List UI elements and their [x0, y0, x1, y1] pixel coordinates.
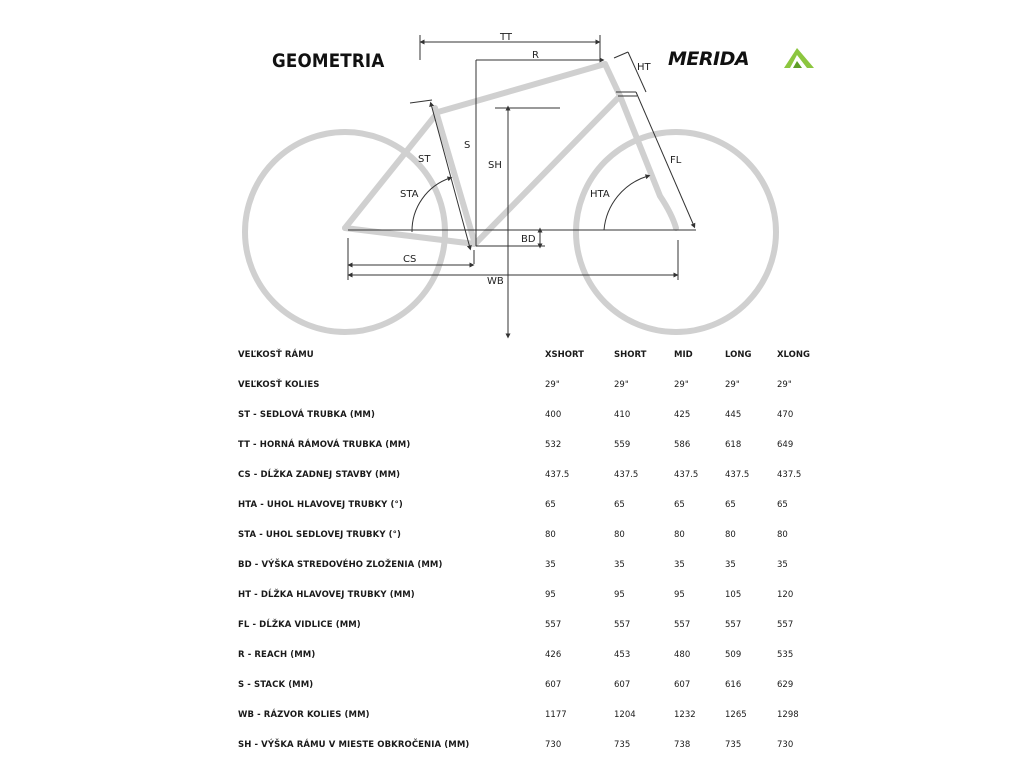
row-label: S - STACK (MM) [238, 680, 314, 690]
header-label: VEĽKOSŤ RÁMU [238, 350, 314, 360]
table-cell: 80 [777, 530, 788, 540]
row-label: FL - DĹŽKA VIDLICE (MM) [238, 620, 361, 630]
table-cell: 425 [674, 410, 691, 420]
header-size: XLONG [777, 350, 810, 360]
table-cell: 480 [674, 650, 691, 660]
table-cell: 437.5 [545, 470, 570, 480]
table-cell: 559 [614, 440, 631, 450]
header-size: LONG [725, 350, 752, 360]
table-cell: 95 [614, 590, 625, 600]
table-cell: 1265 [725, 710, 747, 720]
table-cell: 445 [725, 410, 742, 420]
table-cell: 437.5 [777, 470, 802, 480]
table-cell: 618 [725, 440, 742, 450]
table-cell: 80 [545, 530, 556, 540]
geometry-table [238, 341, 828, 761]
table-cell: 95 [545, 590, 556, 600]
label-fl: FL [670, 155, 682, 166]
geometry-diagram [0, 0, 1024, 350]
label-ht: HT [637, 62, 651, 73]
brand-wordmark: MERIDA [668, 48, 750, 70]
table-cell: 29" [777, 380, 792, 390]
row-label: TT - HORNÁ RÁMOVÁ TRUBKA (MM) [238, 440, 411, 450]
rear-wheel [245, 132, 445, 332]
table-cell: 29" [674, 380, 689, 390]
label-st: ST [418, 154, 431, 165]
table-cell: 730 [545, 740, 562, 750]
table-body [238, 371, 828, 761]
table-cell: 65 [777, 500, 788, 510]
table-cell: 65 [725, 500, 736, 510]
table-row [238, 551, 828, 581]
label-sh: SH [488, 160, 502, 171]
table-cell: 509 [725, 650, 742, 660]
table-cell: 80 [674, 530, 685, 540]
table-cell: 29" [614, 380, 629, 390]
table-cell: 535 [777, 650, 794, 660]
table-cell: 735 [614, 740, 631, 750]
table-cell: 557 [725, 620, 742, 630]
table-cell: 437.5 [674, 470, 699, 480]
table-cell: 586 [674, 440, 691, 450]
table-cell: 557 [545, 620, 562, 630]
label-bd: BD [521, 234, 536, 245]
table-cell: 29" [545, 380, 560, 390]
page-title: GEOMETRIA [272, 50, 385, 72]
table-row [238, 641, 828, 671]
table-row [238, 521, 828, 551]
bike-frame [345, 64, 676, 244]
table-row [238, 491, 828, 521]
table-cell: 607 [674, 680, 691, 690]
label-tt: TT [500, 32, 513, 43]
table-cell: 80 [725, 530, 736, 540]
header-size: MID [674, 350, 693, 360]
table-cell: 400 [545, 410, 562, 420]
table-cell: 437.5 [614, 470, 639, 480]
table-cell: 35 [777, 560, 788, 570]
row-label: STA - UHOL SEDLOVEJ TRUBKY (°) [238, 530, 401, 540]
table-row [238, 701, 828, 731]
table-cell: 738 [674, 740, 691, 750]
table-cell: 65 [674, 500, 685, 510]
row-label: HT - DĹŽKA HLAVOVEJ TRUBKY (MM) [238, 590, 415, 600]
table-cell: 607 [545, 680, 562, 690]
table-cell: 629 [777, 680, 794, 690]
header-size: XSHORT [545, 350, 584, 360]
table-row [238, 611, 828, 641]
table-cell: 437.5 [725, 470, 750, 480]
table-cell: 29" [725, 380, 740, 390]
table-cell: 649 [777, 440, 794, 450]
table-cell: 1298 [777, 710, 799, 720]
row-label: ST - SEDLOVÁ TRUBKA (MM) [238, 410, 375, 420]
table-cell: 35 [545, 560, 556, 570]
table-cell: 470 [777, 410, 794, 420]
label-hta: HTA [590, 189, 610, 200]
table-row [238, 461, 828, 491]
row-label: VEĽKOSŤ KOLIES [238, 380, 320, 390]
row-label: SH - VÝŠKA RÁMU V MIESTE OBKROČENIA (MM) [238, 740, 470, 750]
header-size: SHORT [614, 350, 647, 360]
table-cell: 65 [545, 500, 556, 510]
table-cell: 35 [674, 560, 685, 570]
table-row [238, 431, 828, 461]
table-cell: 80 [614, 530, 625, 540]
table-row [238, 401, 828, 431]
row-label: BD - VÝŠKA STREDOVÉHO ZLOŽENIA (MM) [238, 560, 443, 570]
table-cell: 607 [614, 680, 631, 690]
table-row [238, 371, 828, 401]
table-cell: 65 [614, 500, 625, 510]
table-cell: 557 [674, 620, 691, 630]
table-cell: 95 [674, 590, 685, 600]
table-cell: 105 [725, 590, 742, 600]
table-cell: 1204 [614, 710, 636, 720]
table-cell: 616 [725, 680, 742, 690]
table-cell: 120 [777, 590, 794, 600]
row-label: R - REACH (MM) [238, 650, 316, 660]
table-cell: 410 [614, 410, 631, 420]
table-header-row [238, 341, 828, 371]
label-r: R [532, 50, 539, 61]
label-s: S [464, 140, 471, 151]
table-cell: 35 [614, 560, 625, 570]
table-cell: 453 [614, 650, 631, 660]
row-label: WB - RÁZVOR KOLIES (MM) [238, 710, 370, 720]
table-cell: 35 [725, 560, 736, 570]
label-wb: WB [487, 276, 504, 287]
table-row [238, 731, 828, 761]
label-cs: CS [403, 254, 417, 265]
table-row [238, 581, 828, 611]
table-cell: 532 [545, 440, 562, 450]
row-label: HTA - UHOL HLAVOVEJ TRUBKY (°) [238, 500, 403, 510]
table-cell: 1177 [545, 710, 567, 720]
table-cell: 735 [725, 740, 742, 750]
table-cell: 730 [777, 740, 794, 750]
row-label: CS - DĹŽKA ZADNEJ STAVBY (MM) [238, 470, 401, 480]
table-cell: 557 [614, 620, 631, 630]
table-cell: 426 [545, 650, 562, 660]
label-sta: STA [400, 189, 419, 200]
table-cell: 1232 [674, 710, 696, 720]
table-cell: 557 [777, 620, 794, 630]
table-row [238, 671, 828, 701]
